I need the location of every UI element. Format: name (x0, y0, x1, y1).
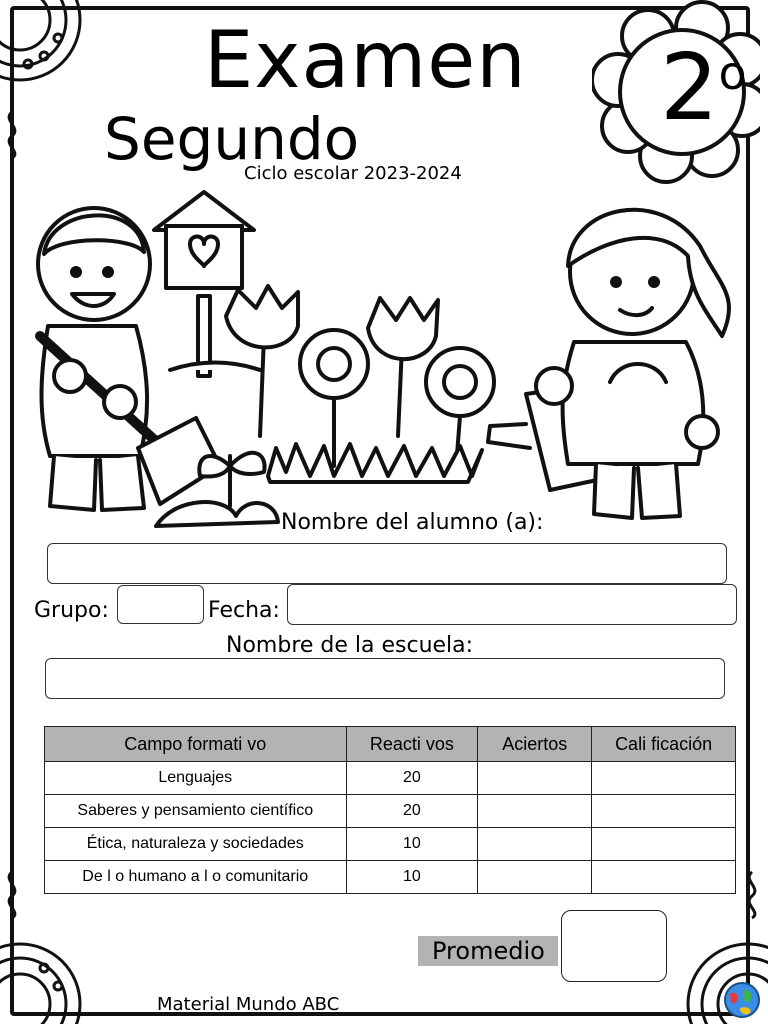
aciertos-cell[interactable] (478, 762, 592, 795)
grade-ordinal: o (718, 46, 747, 100)
flower-corner-icon (0, 0, 100, 100)
column-header: Cali ficación (592, 727, 736, 762)
table-header-row (45, 727, 736, 762)
garden-illustration (20, 186, 740, 546)
column-header: Campo formati vo (45, 727, 347, 762)
reactivos-cell: 10 (346, 861, 478, 894)
group-label: Grupo: (34, 598, 109, 623)
school-name-field[interactable] (45, 658, 725, 699)
tulip-icon (226, 286, 298, 436)
swirl-decoration-icon (0, 870, 24, 920)
table-row (45, 861, 736, 894)
group-field[interactable] (117, 585, 204, 624)
aciertos-cell[interactable] (478, 828, 592, 861)
reactivos-cell: 20 (346, 762, 478, 795)
globe-logo-icon (722, 980, 762, 1020)
column-header: Reacti vos (346, 727, 478, 762)
calificacion-cell[interactable] (592, 828, 736, 861)
daisy-icon (300, 330, 368, 466)
swirl-decoration-icon (0, 110, 24, 160)
student-name-label: Nombre del alumno (a): (281, 510, 544, 535)
table-row (45, 762, 736, 795)
flower-corner-icon (0, 924, 100, 1024)
school-name-label: Nombre de la escuela: (226, 633, 474, 658)
grade-number: 2$^o$ (660, 34, 747, 141)
campo-cell: De l o humano a l o comunitario (45, 861, 347, 894)
column-header: Aciertos (478, 727, 592, 762)
credit-text: Material Mundo ABC (157, 994, 340, 1015)
reactivos-cell: 20 (346, 795, 478, 828)
table-row (45, 795, 736, 828)
exam-title: Examen (204, 16, 527, 106)
swirl-decoration-icon (740, 870, 764, 920)
reactivos-cell: 10 (346, 828, 478, 861)
grade-subtitle: Segundo (104, 105, 360, 173)
aciertos-cell[interactable] (478, 861, 592, 894)
table-row (45, 828, 736, 861)
calificacion-cell[interactable] (592, 861, 736, 894)
aciertos-cell[interactable] (478, 795, 592, 828)
calificacion-cell[interactable] (592, 762, 736, 795)
date-label: Fecha: (208, 598, 280, 623)
student-name-field[interactable] (47, 543, 727, 584)
campo-cell: Ética, naturaleza y sociedades (45, 828, 347, 861)
calificacion-cell[interactable] (592, 795, 736, 828)
campo-cell: Lenguajes (45, 762, 347, 795)
school-year: Ciclo escolar 2023-2024 (244, 163, 462, 184)
average-label: Promedio (418, 936, 558, 966)
average-field[interactable] (561, 910, 667, 982)
birdhouse-icon (154, 192, 260, 376)
campo-cell: Saberes y pensamiento científico (45, 795, 347, 828)
date-field[interactable] (287, 584, 737, 625)
score-table (44, 726, 736, 894)
